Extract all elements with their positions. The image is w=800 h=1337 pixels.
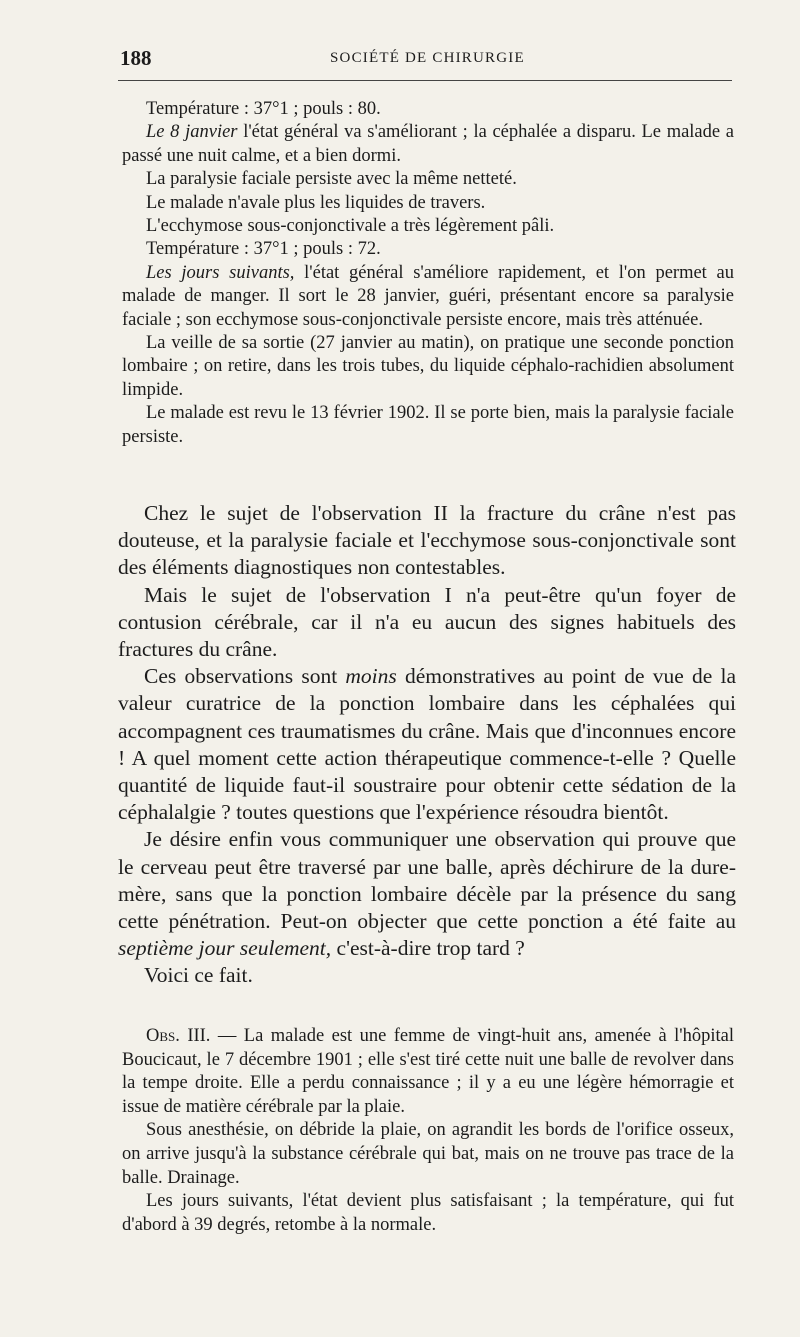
paragraph-following-days: Les jours suivants, l'état général s'améliore rapidement, et l'on permet au malade de manger. Il sort le 28 janvier, guéri, présentant encore sa paralysie faciale ; son ecchymose sous-conjonctivale persiste encore, mais très atténuée. — [122, 262, 734, 330]
observation-3-paragraph-1: Obs. III. — La malade est une femme de vingt-huit ans, amenée à l'hôpital Boucicaut, le 7 décembre 1901 ; elle s'est tiré cette nuit une balle de revolver dans la tempe droite. Elle a perdu connaissance ; il y a eu une légère hémorragie et issue de matière cérébrale par la plaie. — [122, 1026, 734, 1117]
emphasis-seventh-day: septième jour seulement, — [118, 936, 332, 961]
discussion-paragraph-1: Chez le sujet de l'observation II la fracture du crâne n'est pas douteuse, et la paralysie faciale et l'ecchymose sous-conjonctivale sont des éléments diagnostiques non contestables. — [118, 501, 736, 580]
observation-3-paragraph-3: Les jours suivants, l'état devient plus satisfaisant ; la température, qui fut d'abord à 39 degrés, retombe à la normale. — [122, 1191, 734, 1235]
observation-3-paragraph-2: Sous anesthésie, on débride la plaie, on agrandit les bords de l'orifice osseux, on arrive jusqu'à la substance cérébrale qui bat, mais on ne trouve pas trace de la balle. Drainage. — [122, 1120, 734, 1188]
discussion-paragraph-4: Je désire enfin vous communiquer une observation qui prouve que le cerveau peut être traversé par une balle, après déchirure de la dure-mère, sans que la ponction lombaire décèle par la présence du sang cette pénétration. Peut-on objecter que cette ponction a été faite au septième jour seulement, c'est-à-dire trop tard ? — [118, 827, 736, 961]
observation-2-continuation — [122, 98, 734, 449]
paragraph-swallowing: Le malade n'avale plus les liquides de travers. — [146, 192, 486, 213]
page-number: 188 — [120, 46, 152, 70]
temperature-line-1: Température : 37°1 ; pouls : 80. — [146, 99, 381, 119]
discussion-paragraph-2: Mais le sujet de l'observation I n'a peut-être qu'un foyer de contusion cérébrale, car il n'a eu aucun des signes habituels des fractures du crâne. — [118, 582, 736, 662]
observation-label: Obs. III. — [146, 1026, 211, 1046]
observation-3 — [122, 1025, 734, 1237]
header-rule — [118, 80, 732, 81]
page-header — [120, 46, 732, 70]
following-days-label: Les jours suivants, — [146, 262, 295, 283]
paragraph-second-puncture: La veille de sa sortie (27 janvier au matin), on pratique une seconde ponction lombaire ; on retire, dans les trois tubes, du liquide céphalo-rachidien absolument limpide. — [122, 333, 734, 400]
discussion-section — [118, 500, 736, 990]
temperature-line-2: Température : 37°1 ; pouls : 72. — [146, 239, 381, 260]
emphasis-moins: moins — [345, 664, 397, 689]
discussion-paragraph-3: Ces observations sont moins démonstratives au point de vue de la valeur curatrice de la ponction lombaire dans les céphalées qui accompagnent ces traumatismes du crâne. Mais que d'inconnues encore ! A quel moment cette action thérapeutique commence-t-elle ? Quelle quantité de liquide faut-il soustraire pour obtenir cette sédation de la céphalalgie ? toutes questions que l'expérience résoudra bientôt. — [118, 664, 736, 825]
paragraph-follow-up: Le malade est revu le 13 février 1902. Il se porte bien, mais la paralysie faciale persiste. — [122, 403, 734, 447]
running-title: SOCIÉTÉ DE CHIRURGIE — [330, 50, 525, 66]
date-january-8: Le 8 janvier — [146, 122, 238, 143]
paragraph-facial-paralysis: La paralysie faciale persiste avec la même netteté. — [146, 169, 517, 190]
discussion-paragraph-5: Voici ce fait. — [144, 963, 253, 988]
paragraph-ecchymosis: L'ecchymose sous-conjonctivale a très légèrement pâli. — [146, 216, 555, 237]
paragraph-january-8: Le 8 janvier l'état général va s'améliorant ; la céphalée a disparu. Le malade a passé une nuit calme, et a bien dormi. — [122, 122, 734, 166]
